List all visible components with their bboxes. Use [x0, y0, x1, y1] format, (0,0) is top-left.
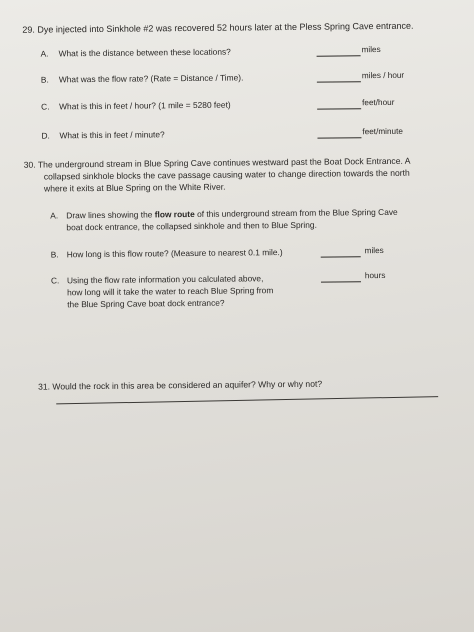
question-30c-line-3: the Blue Spring Cave boat dock entrance?	[67, 297, 225, 310]
question-29a-text: What is the distance between these locations?	[58, 46, 231, 59]
question-30b-text: How long is this flow route? (Measure to nearest 0.1 mile.)	[66, 247, 283, 260]
question-29a-letter: A.	[40, 48, 49, 59]
question-30c-letter: C.	[50, 275, 60, 286]
question-29b-letter: B.	[40, 74, 49, 85]
answer-blank-29b[interactable]	[317, 81, 361, 82]
question-30c-line-2: how long will it take the water to reach Blue Spring from	[67, 285, 274, 298]
unit-29a: miles	[361, 45, 381, 55]
answer-blank-29c[interactable]	[317, 108, 361, 109]
question-30a-line-2: boat dock entrance, the collapsed sinkhole and then to Blue Spring.	[66, 219, 317, 233]
question-30-stem-line-1: 30. The underground stream in Blue Spring Cave continues westward past the Boat Dock Entrance. A	[23, 155, 411, 170]
question-29d-letter: D.	[41, 130, 50, 141]
unit-29d: feet/minute	[362, 126, 403, 137]
answer-line-31[interactable]	[56, 396, 438, 404]
question-30-stem-line-3: where it exits at Blue Spring on the White River.	[43, 181, 226, 194]
unit-29b: miles / hour	[361, 70, 405, 81]
question-29b-text: What was the flow rate? (Rate = Distance / Time).	[58, 72, 244, 85]
question-30-stem-line-2: collapsed sinkhole blocks the cave passage causing water to change direction towards the north	[43, 167, 410, 182]
question-30a-letter: A.	[50, 210, 59, 221]
question-30a-text-after: of this underground stream from the Blue Spring Cave	[196, 206, 398, 219]
answer-blank-30c[interactable]	[321, 281, 361, 282]
question-29c-text: What is this in feet / hour? (1 mile = 5280 feet)	[59, 99, 231, 112]
question-29-stem: 29. Dye injected into Sinkhole #2 was recovered 52 hours later at the Pless Spring Cave entrance.	[22, 20, 414, 35]
question-31-text: 31. Would the rock in this area be considered an aquifer? Why or why not?	[37, 378, 323, 392]
question-30a-text-before: Draw lines showing the	[66, 209, 153, 221]
answer-blank-29a[interactable]	[317, 55, 361, 56]
question-29c-letter: C.	[41, 101, 50, 112]
question-29d-text: What is this in feet / minute?	[59, 129, 165, 141]
answer-blank-30b[interactable]	[321, 256, 361, 257]
unit-30b: miles	[364, 245, 384, 256]
unit-30c: hours	[364, 270, 386, 281]
answer-blank-29d[interactable]	[317, 137, 361, 138]
question-30a-line-1	[66, 208, 398, 220]
unit-29c: feet/hour	[362, 97, 395, 108]
question-30c-line-1: Using the flow rate information you calculated above,	[66, 273, 264, 286]
question-30b-letter: B.	[50, 249, 59, 260]
question-30a-bold-term: flow route	[154, 208, 195, 220]
